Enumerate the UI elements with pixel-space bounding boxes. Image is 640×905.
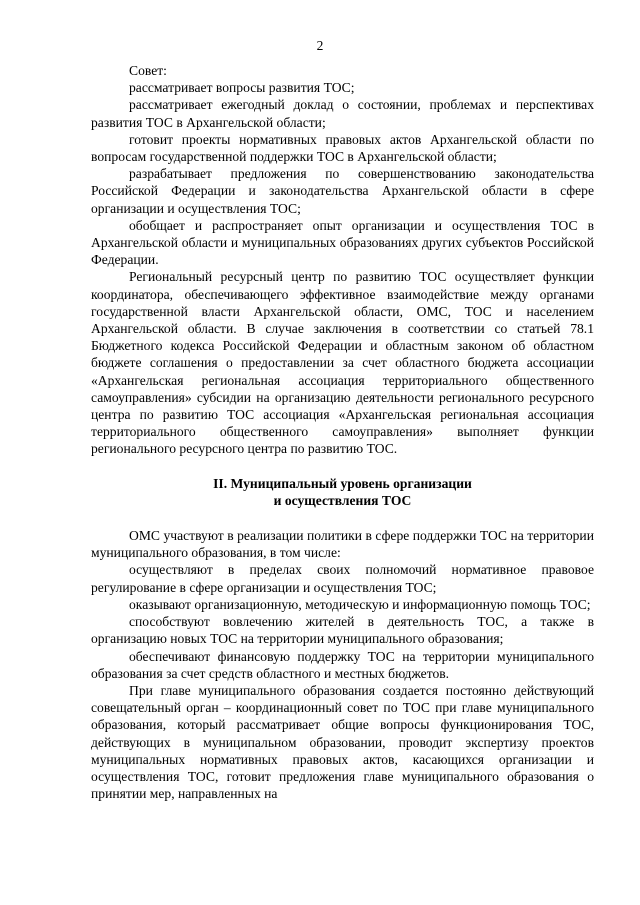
page-number: 2 [316,38,324,53]
paragraph: готовит проекты нормативных правовых актов Архангельской области по вопросам государственной поддержки ТОС в Архангельской области; [91,131,594,165]
paragraph: рассматривает ежегодный доклад о состоянии, проблемах и перспективах развития ТОС в Архангельской области; [91,97,594,130]
paragraph: Региональный ресурсный центр по развитию ТОС осуществляет функции координатора, обеспечивающего эффективное взаимодействие между органами государственной власти Архангельской области, ОМС, ТОС и населением Архангельской области. В случае заключения в соответствии со статьей 78.1 Бюджетного кодекса Российской Федерации и областным законом об областном бюджете соглашения о предоставлении за счет областного бюджета ассоциации «Архангельская региональная ассоциация территориального общественного самоуправления» субсидии на организацию деятельности регионального ресурсного центра по развитию ТОС ассоциация «Архангельская региональная ассоциация территориального общественного самоуправления» выполняет функции регионального ресурсного центра по развитию ТОС. [91,269,594,457]
section-heading [91,475,594,509]
document-body [91,62,594,802]
paragraph: обеспечивают финансовую поддержку ТОС на территории муниципального образования за счет средств областного и местных бюджетов. [91,648,594,681]
paragraph: рассматривает вопросы развития ТОС; [129,80,355,96]
paragraph: ОМС участвуют в реализации политики в сфере поддержки ТОС на территории муниципального образования, в том числе: [91,528,594,561]
section-heading-line: и осуществления ТОС [273,492,412,508]
paragraph: При главе муниципального образования создается постоянно действующий совещательный орган – координационный совет по ТОС при главе муниципального образования, который рассматривает общие вопросы функционирования ТОС, действующих в муниципальном образовании, проводит экспертизу проектов муниципальных нормативных правовых актов, касающихся организации и осуществления ТОС, готовит предложения главе муниципального образования о принятии мер, направленных на [91,682,594,802]
paragraph: разрабатывает предложения по совершенствованию законодательства Российской Федерации и законодательства Архангельской области в сфере организации и осуществления ТОС; [91,166,594,216]
paragraph: Совет: [129,63,167,78]
section-heading-line: II. Муниципальный уровень организации [213,475,472,491]
paragraph: оказывают организационную, методическую и информационную помощь ТОС; [129,596,591,612]
paragraph: осуществляют в пределах своих полномочий нормативное правовое регулирование в сфере организации и осуществления ТОС; [91,562,594,595]
paragraph: способствуют вовлечению жителей в деятельность ТОС, а также в организацию новых ТОС на территории муниципального образования; [91,614,594,647]
paragraph: обобщает и распространяет опыт организации и осуществления ТОС в Архангельской области и муниципальных образованиях других субъектов Российской Федерации. [91,217,594,268]
